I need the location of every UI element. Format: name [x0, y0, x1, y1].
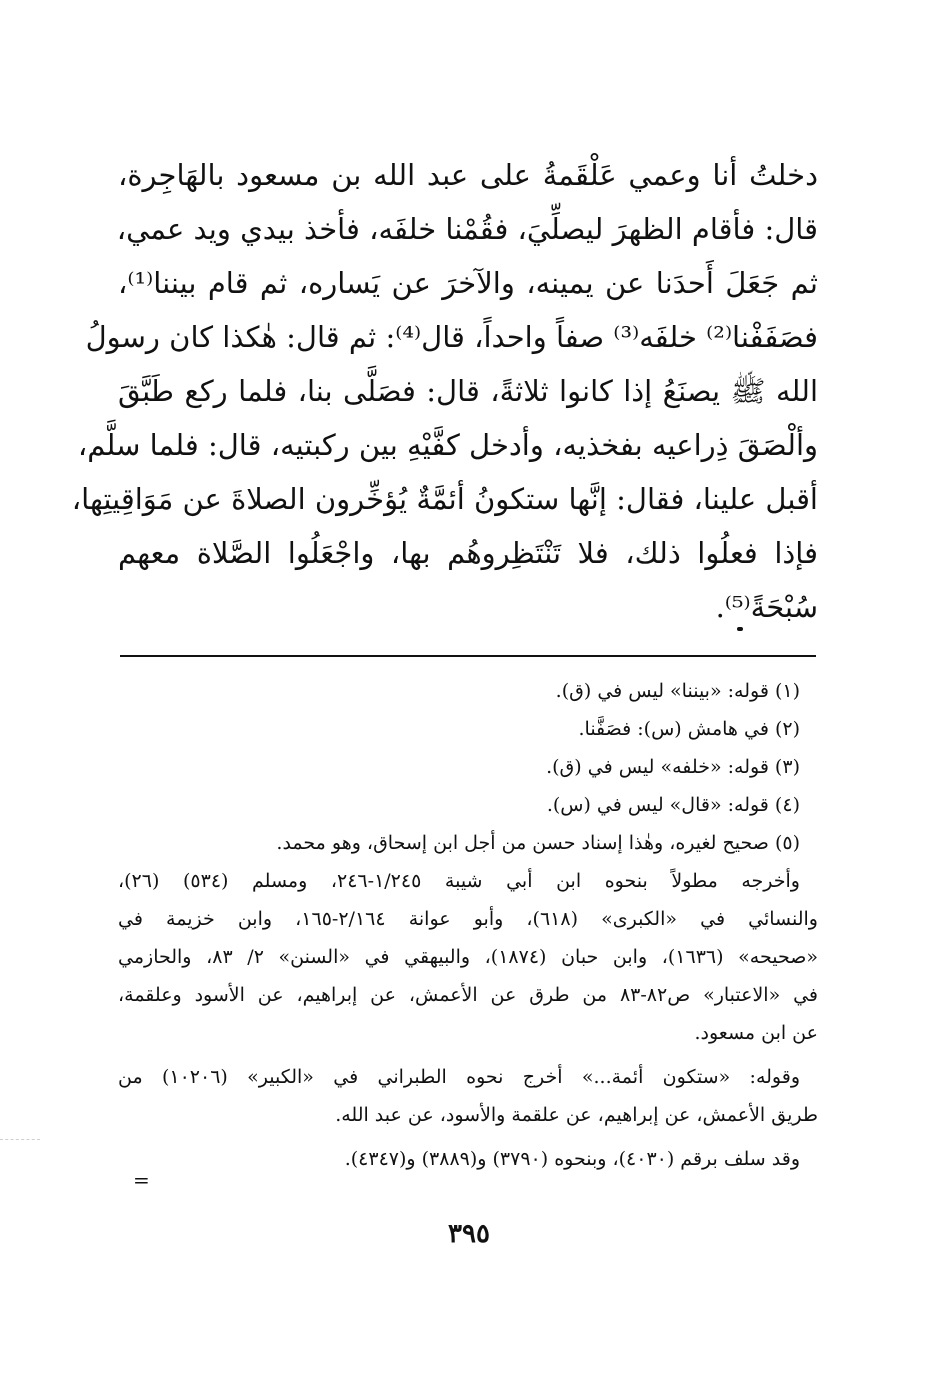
takhrij-line: وأخرجه مطولاً بنحوه ابن أبي شيبة ١/٢٤٥-٢٤٦، ومسلم (٥٣٤) (٢٦)،	[118, 870, 800, 892]
takhrij-line: والنسائي في «الكبرى» (٦١٨)، وأبو عوانة ٢/١٦٤-١٦٥، وابن خزيمة في	[118, 908, 818, 930]
ink-mark	[737, 627, 743, 631]
text-line: أقبل علينا، فقال: إنَّها ستكونُ أئمَّةٌ يُؤخِّرون الصلاةَ عن مَوَاقِيتِها،	[71, 482, 818, 516]
text-line: سُبْحَةً⁽⁵⁾.	[715, 590, 818, 624]
footnote: (٤) قوله: «قال» ليس في (س).	[546, 794, 800, 816]
text-line: ثم جَعَلَ أَحدَنا عن يمينه، والآخرَ عن يَساره، ثم قام بيننا⁽¹⁾،	[118, 266, 818, 300]
hadith-text	[71, 148, 818, 634]
takhrij-line: عن ابن مسعود.	[694, 1022, 818, 1044]
takhrij-line: في «الاعتبار» ص٨٢-٨٣ من طرق عن الأعمش، عن إبراهيم، عن الأسود وعلقمة،	[118, 984, 818, 1006]
footnote: (٢) في هامش (س): فصَفَّنا.	[578, 718, 800, 740]
footnote: (٣) قوله: «خلفه» ليس في (ق).	[546, 756, 800, 778]
qawluhu-line: وقوله: «ستكون أئمة...» أخرج نحوه الطبراني في «الكبير» (١٠٢٠٦) من	[118, 1066, 801, 1088]
continuation-mark: =	[133, 1168, 150, 1192]
qawluhu-line: طريق الأعمش، عن إبراهيم، عن علقمة والأسود، عن عبد الله.	[335, 1104, 818, 1126]
footnote: (٥) صحيح لغيره، وهٰذا إسناد حسن من أجل ابن إسحاق، وهو محمد.	[276, 832, 800, 854]
scan-edge-artifact	[0, 1139, 40, 1140]
salaf-line: وقد سلف برقم (٤٠٣٠)، وبنحوه (٣٧٩٠) و(٣٨٨٩) و(٤٣٤٧).	[344, 1148, 800, 1170]
text-line: فصَفَفْنا⁽²⁾ خلفَه⁽³⁾ صفاً واحداً، قال⁽⁴⁾: ثم قال: هٰكذا كان رسولُ	[85, 320, 818, 354]
takhrij-line: «صحيحه» (١٦٣٦)، وابن حبان (١٨٧٤)، والبيهقي في «السنن» ٢/ ٨٣، والحازمي	[118, 946, 818, 968]
text-line: وألْصَقَ ذِراعيه بفخذيه، وأدخل كفَّيْهِ بين ركبتيه، قال: فلما سلَّم،	[77, 428, 818, 462]
text-line: دخلتُ أنا وعمي عَلْقَمةُ على عبد الله بن مسعود بالهَاجِرة،	[118, 158, 818, 192]
text-line: فإذا فعلُوا ذلك، فلا تَنْتَظِروهُم بها، واجْعَلُوا الصَّلاة معهم	[118, 536, 818, 570]
footnote: (١) قوله: «بيننا» ليس في (ق).	[555, 680, 800, 702]
footnote-separator	[120, 655, 816, 657]
page-number: ٣٩٥	[448, 1219, 490, 1249]
text-line: قال: فأقام الظهرَ ليصلِّيَ، فقُمْنا خلفَه، فأخذ بيدي ويد عمي،	[116, 212, 818, 246]
text-line: الله ﷺ يصنَعُ إذا كانوا ثلاثةً، قال: فصَلَّى بنا، فلما ركع طَبَّقَ	[118, 374, 818, 408]
footnotes	[118, 672, 818, 1178]
